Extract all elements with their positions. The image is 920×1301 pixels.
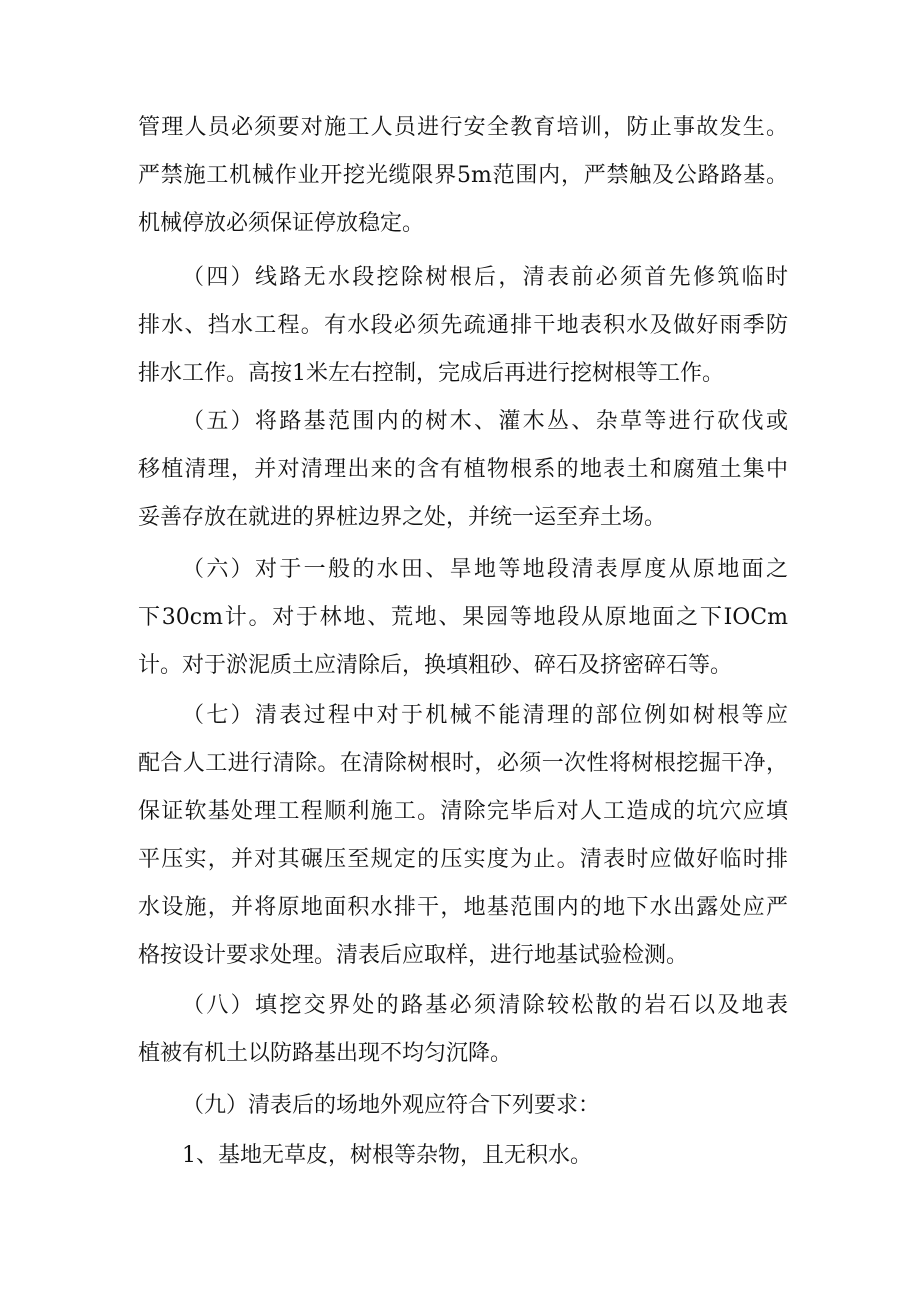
paragraph-9-line-1: （九）清表后的场地外观应符合下列要求： (182, 1093, 601, 1118)
paragraph-6-line-3: 计。对于淤泥质土应清除后，换填粗砂、碎石及挤密碎石等。 (138, 653, 733, 678)
paragraph-4-line-3: 排水工作。高按1米左右控制，完成后再进行挖树根等工作。 (138, 361, 724, 386)
paragraph-6-line-1: （六）对于一般的水田、旱地等地段清表厚度从原地面之 (182, 557, 788, 582)
paragraph-6-line-2: 下30cm计。对于林地、荒地、果园等地段从原地面之下IOCm (138, 605, 788, 630)
paragraph-4-line-2: 排水、挡水工程。有水段必须先疏通排干地表积水及做好雨季防 (138, 313, 788, 338)
paragraph-7-line-2: 配合人工进行清除。在清除树根时，必须一次性将树根挖掘干净， (138, 751, 788, 776)
text-line-2: 严禁施工机械作业开挖光缆限界5m范围内，严禁触及公路路基。 (138, 163, 788, 188)
list-item-1: 1、基地无草皮，树根等杂物，且无积水。 (182, 1143, 592, 1168)
paragraph-7-line-4: 平压实，并对其碾压至规定的压实度为止。清表时应做好临时排 (138, 847, 788, 872)
paragraph-5-line-2: 移植清理，并对清理出来的含有植物根系的地表土和腐殖土集中 (138, 457, 788, 482)
paragraph-7-line-6: 格按设计要求处理。清表后应取样，进行地基试验检测。 (138, 943, 689, 968)
text-line-1: 管理人员必须要对施工人员进行安全教育培训，防止事故发生。 (138, 115, 788, 140)
paragraph-5-line-3: 妥善存放在就进的界桩边界之处，并统一运至弃土场。 (138, 505, 667, 530)
paragraph-7-line-1: （七）清表过程中对于机械不能清理的部位例如树根等应 (182, 703, 788, 728)
paragraph-5-line-1: （五）将路基范围内的树木、灌木丛、杂草等进行砍伐或 (182, 409, 788, 434)
paragraph-4-line-1: （四）线路无水段挖除树根后，清表前必须首先修筑临时 (182, 265, 788, 290)
text-line-3: 机械停放必须保证停放稳定。 (138, 211, 425, 236)
paragraph-8-line-1: （八）填挖交界处的路基必须清除较松散的岩石以及地表 (182, 993, 788, 1018)
paragraph-7-line-3: 保证软基处理工程顺利施工。清除完毕后对人工造成的坑穴应填 (138, 799, 788, 824)
paragraph-8-line-2: 植被有机土以防路基出现不均匀沉降。 (138, 1041, 513, 1066)
paragraph-7-line-5: 水设施，并将原地面积水排干，地基范围内的地下水出露处应严 (138, 895, 788, 920)
